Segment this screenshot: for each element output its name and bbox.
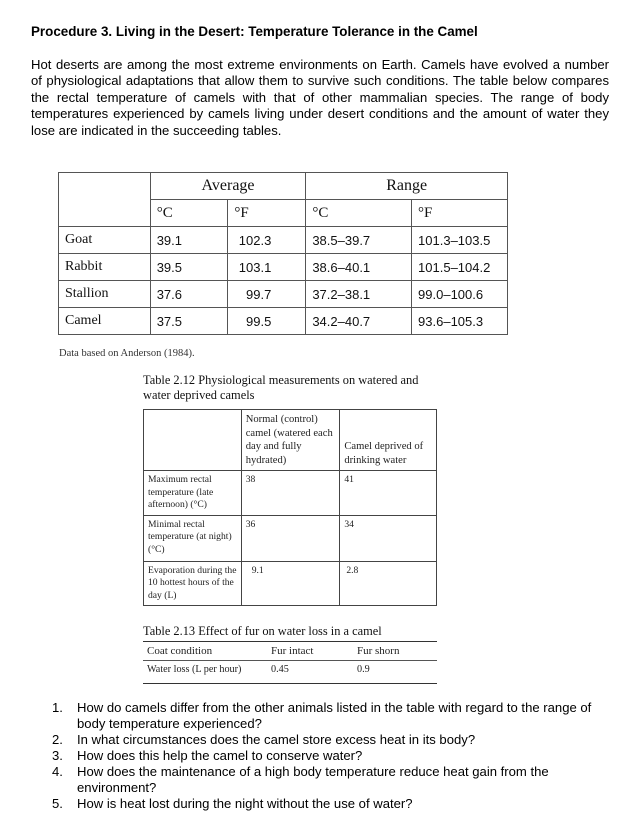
question-number: 5. (52, 796, 63, 811)
table-2-12-caption: Table 2.12 Physiological measurements on watered and water deprived camels (143, 373, 419, 402)
avg-f: 102.3 (228, 227, 306, 254)
range-c: 34.2–40.7 (306, 308, 412, 335)
unit-range-f: °F (412, 200, 508, 227)
question-number: 4. (52, 764, 63, 779)
row-label: Water loss (L per hour) (143, 661, 267, 684)
avg-c: 39.5 (150, 254, 228, 281)
avg-c: 39.1 (150, 227, 228, 254)
table-row (59, 308, 508, 335)
range-f: 99.0–100.6 (412, 281, 508, 308)
procedure-title: Procedure 3. Living in the Desert: Temperature Tolerance in the Camel (31, 24, 478, 39)
range-c: 38.6–40.1 (306, 254, 412, 281)
header-fur-shorn: Fur shorn (353, 642, 437, 661)
table-header-row (143, 642, 437, 661)
question-text: How do camels differ from the other animals listed in the table with regard to the range of body temperature experienced? (77, 700, 592, 731)
animal-name: Stallion (59, 281, 151, 308)
avg-f: 99.5 (228, 308, 306, 335)
intro-paragraph: Hot deserts are among the most extreme environments on Earth. Camels have evolved a number of physiological adaptations that allow them to survive such conditions. The table below compares the rectal temperature of camels with that of other mammalian species. The range of body temperatures experienced by camels living under desert conditions and the amount of water they lose are indicated in the succeeding tables. (31, 57, 609, 138)
avg-c: 37.5 (150, 308, 228, 335)
question-number: 1. (52, 700, 63, 715)
header-average: Average (150, 173, 306, 200)
range-f: 93.6–105.3 (412, 308, 508, 335)
temperature-table (58, 172, 508, 335)
question-item (52, 732, 602, 748)
question-text: In what circumstances does the camel store excess heat in its body? (77, 732, 476, 747)
avg-c: 37.6 (150, 281, 228, 308)
range-c: 37.2–38.1 (306, 281, 412, 308)
questions-list (52, 700, 602, 812)
header-range: Range (306, 173, 508, 200)
deprived-value: 2.8 (340, 561, 437, 606)
unit-avg-f: °F (228, 200, 306, 227)
normal-value: 38 (241, 471, 340, 516)
header-coat-condition: Coat condition (143, 642, 267, 661)
table-header-row (144, 410, 437, 471)
table-source-note: Data based on Anderson (1984). (59, 348, 195, 359)
table-row (144, 515, 437, 561)
row-label: Maximum rectal temperature (late afternoon) (°C) (144, 471, 242, 516)
question-item (52, 796, 602, 812)
table-row (59, 227, 508, 254)
table-2-13-caption: Table 2.13 Effect of fur on water loss in a camel (143, 624, 382, 638)
table-row (143, 661, 437, 684)
question-item (52, 764, 602, 796)
animal-name: Camel (59, 308, 151, 335)
avg-f: 103.1 (228, 254, 306, 281)
header-empty-cell (59, 173, 151, 227)
row-label: Minimal rectal temperature (at night) (°C) (144, 515, 242, 561)
avg-f: 99.7 (228, 281, 306, 308)
question-item (52, 700, 602, 732)
table-2-13 (143, 641, 437, 684)
animal-name: Goat (59, 227, 151, 254)
question-item (52, 748, 602, 764)
header-normal-camel: Normal (control) camel (watered each day and fully hydrated) (241, 410, 340, 471)
table-row (59, 254, 508, 281)
normal-value: 9.1 (241, 561, 340, 606)
deprived-value: 41 (340, 471, 437, 516)
table-row (144, 561, 437, 606)
unit-range-c: °C (306, 200, 412, 227)
deprived-value: 34 (340, 515, 437, 561)
header-empty-cell (144, 410, 242, 471)
header-deprived-camel: Camel deprived of drinking water (340, 410, 437, 471)
table-header-row (59, 173, 508, 200)
animal-name: Rabbit (59, 254, 151, 281)
question-text: How does the maintenance of a high body temperature reduce heat gain from the environment? (77, 764, 549, 795)
table-2-12 (143, 409, 437, 606)
unit-avg-c: °C (150, 200, 228, 227)
header-fur-intact: Fur intact (267, 642, 353, 661)
question-text: How is heat lost during the night without the use of water? (77, 796, 413, 811)
row-label: Evaporation during the 10 hottest hours of the day (L) (144, 561, 242, 606)
normal-value: 36 (241, 515, 340, 561)
table-row (59, 281, 508, 308)
question-text: How does this help the camel to conserve water? (77, 748, 363, 763)
table-row (144, 471, 437, 516)
fur-shorn-value: 0.9 (353, 661, 437, 684)
range-f: 101.5–104.2 (412, 254, 508, 281)
fur-intact-value: 0.45 (267, 661, 353, 684)
range-c: 38.5–39.7 (306, 227, 412, 254)
question-number: 3. (52, 748, 63, 763)
range-f: 101.3–103.5 (412, 227, 508, 254)
question-number: 2. (52, 732, 63, 747)
